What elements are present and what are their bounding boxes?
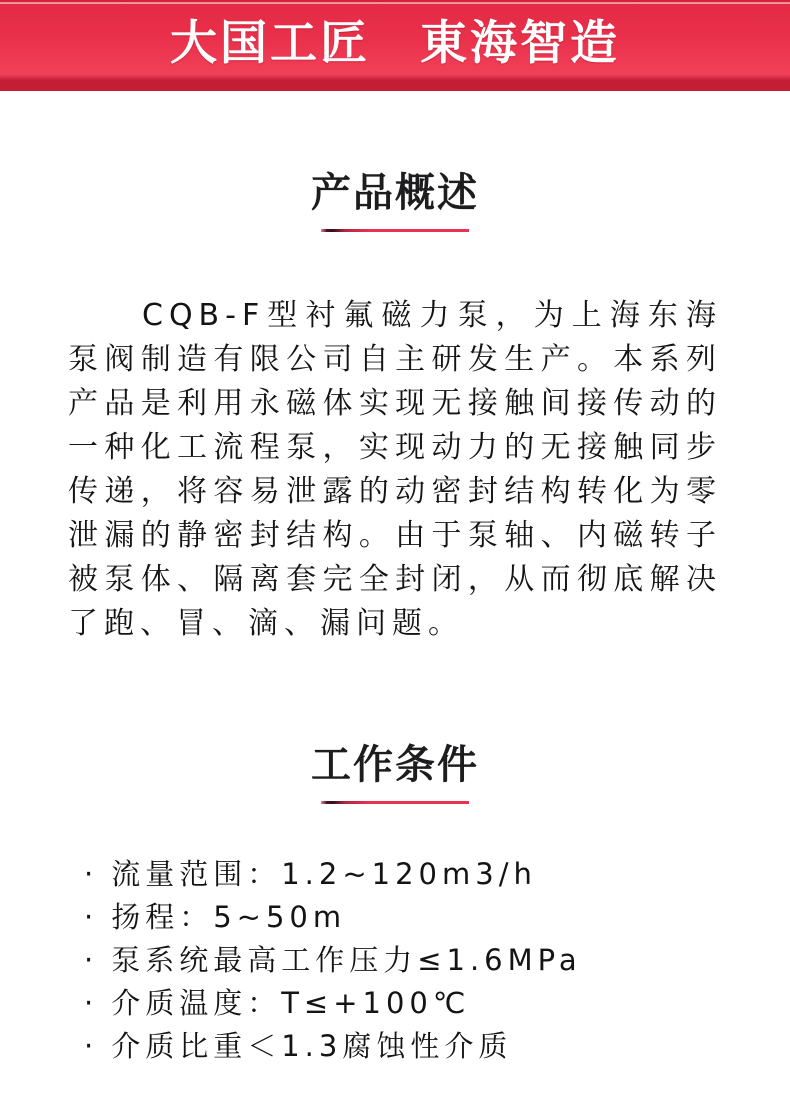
condition-head-text: 扬程：5~50m — [111, 900, 347, 934]
condition-specific-gravity-text: 介质比重＜1.3腐蚀性介质 — [111, 1029, 513, 1063]
condition-medium-temperature — [84, 982, 790, 1025]
bullet-dot-icon: · — [84, 1029, 99, 1063]
bullet-dot-icon: · — [84, 986, 99, 1020]
banner-title: 大国工匠 東海智造 — [170, 16, 620, 71]
condition-medium-temperature-text: 介质温度：T≤+100℃ — [111, 986, 471, 1020]
condition-max-pressure — [84, 939, 790, 982]
condition-specific-gravity — [84, 1025, 790, 1068]
conditions-list — [0, 853, 790, 1068]
overview-title: 产品概述 — [311, 170, 479, 216]
section-working-conditions — [0, 740, 790, 1068]
conditions-title: 工作条件 — [311, 742, 479, 788]
bullet-dot-icon: · — [84, 900, 99, 934]
condition-max-pressure-text: 泵系统最高工作压力≤1.6MPa — [111, 943, 582, 977]
condition-flow-range — [84, 853, 790, 896]
overview-paragraph: CQB-F型衬氟磁力泵，为上海东海泵阀制造有限公司自主研发生产。本系列产品是利用永磁体实现无接触间接传动的一种化工流程泵，实现动力的无接触同步传递，将容易泄露的动密封结构转化为零泄漏的静密封结构。由于泵轴、内磁转子被泵体、隔离套完全封闭，从而彻底解决了跑、冒、滴、漏问题。 — [68, 298, 722, 641]
bullet-dot-icon: · — [84, 943, 99, 977]
banner — [0, 0, 790, 91]
condition-head — [84, 896, 790, 939]
overview-title-underline — [321, 229, 469, 232]
bullet-dot-icon: · — [84, 857, 99, 891]
conditions-title-underline — [321, 801, 469, 804]
section-product-overview — [0, 168, 790, 646]
condition-flow-range-text: 流量范围：1.2~120m3/h — [111, 857, 537, 891]
